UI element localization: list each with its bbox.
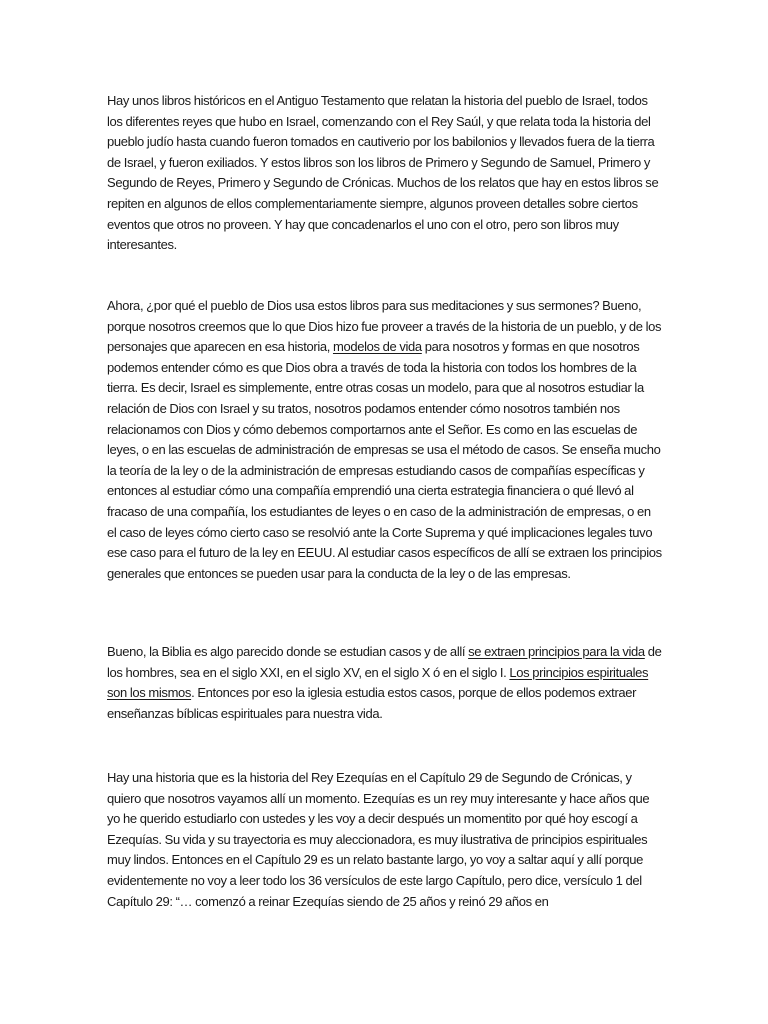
- paragraph-3-text-a: Bueno, la Biblia es algo parecido donde se estudian casos y de allí: [107, 644, 469, 659]
- paragraph-2: [107, 296, 663, 584]
- underlined-phrase-principios-espirituales: Los principios espirituales son los mismos: [107, 664, 649, 701]
- underlined-phrase-principios-para-la-vida: se extraen principios para la vida: [468, 644, 645, 659]
- paragraph-4: [107, 768, 663, 912]
- paragraph-3: [107, 642, 663, 724]
- paragraph-2-text-b: para nosotros y formas en que nosotros podemos entender cómo es que Dios obra a través de toda la historia con todos los hombres de la tierra. Es decir, Israel es simplemente, entre otras cosas un modelo, para que al nosotros estudiar la relación de Dios con Israel y su tratos, nosotros podamos entender cómo nosotros también nos relacionamos con Dios y cómo debemos comportarnos ante el Señor. Es como en las escuelas de leyes, o en las escuelas de administración de empresas se usa el método de casos. Se enseña mucho la teoría de la ley o de la administración de empresas estudiando casos de compañías específicas y entonces al estudiar cómo una compañía emprendió una cierta estrategia financiera o qué llevó al fracaso de una compañía, los estudiantes de leyes o en caso de la administración de empresas, o en el caso de leyes cómo cierto caso se resolvió ante la Corte Suprema y qué implicaciones legales tuvo ese caso para el futuro de la ley en EEUU. Al estudiar casos específicos de allí se extraen los principios generales que entonces se pueden usar para la conducta de la ley o de las empresas.: [107, 339, 662, 581]
- paragraph-2-text-a: Ahora, ¿por qué el pueblo de Dios usa estos libros para sus meditaciones y sus sermones? Bueno, porque nosotros creemos que lo que Dios hizo fue proveer a través de la historia de un pueblo, y de los personajes que aparecen en esa historia,: [107, 298, 662, 355]
- paragraph-1: [107, 91, 663, 256]
- paragraph-3-text-c: . Entonces por eso la iglesia estudia estos casos, porque de ellos podemos extraer enseñanzas bíblicas espirituales para nuestra vida.: [107, 685, 637, 721]
- paragraph-4-text: Hay una historia que es la historia del Rey Ezequías en el Capítulo 29 de Segundo de Crónicas, y quiero que nosotros vayamos allí un momento. Ezequías es un rey muy interesante y hace años que yo he querido estudiarlo con ustedes y les voy a decir después un momentito por qué hoy escogí a Ezequías. Su vida y su trayectoria es muy aleccionadora, es muy ilustrativa de principios espirituales muy lindos. Entonces en el Capítulo 29 es un relato bastante largo, yo voy a saltar aquí y allí porque evidentemente no voy a leer todo los 36 versículos de este largo Capítulo, pero dice, versículo 1 del Capítulo 29: “… comenzó a reinar Ezequías siendo de 25 años y reinó 29 años en: [107, 770, 650, 909]
- underlined-phrase-modelos-de-vida: modelos de vida: [332, 339, 422, 355]
- paragraph-3-text-b: de los hombres, sea en el siglo XXI, en el siglo XV, en el siglo X ó en el siglo I.: [107, 644, 662, 680]
- paragraph-1-text: Hay unos libros históricos en el Antiguo Testamento que relatan la historia del pueblo de Israel, todos los diferentes reyes que hubo en Israel, comenzando con el Rey Saúl, y que relata toda la historia del pueblo judío hasta cuando fueron tomados en cautiverio por los babilonios y llevados fuera de la tierra de Israel, y fueron exiliados. Y estos libros son los libros de Primero y Segundo de Samuel, Primero y Segundo de Reyes, Primero y Segundo de Crónicas. Muchos de los relatos que hay en estos libros se repiten en algunos de ellos complementariamente siempre, algunos proveen detalles sobre ciertos eventos que otros no proveen. Y hay que concadenarlos el uno con el otro, pero son libros muy interesantes.: [107, 93, 659, 253]
